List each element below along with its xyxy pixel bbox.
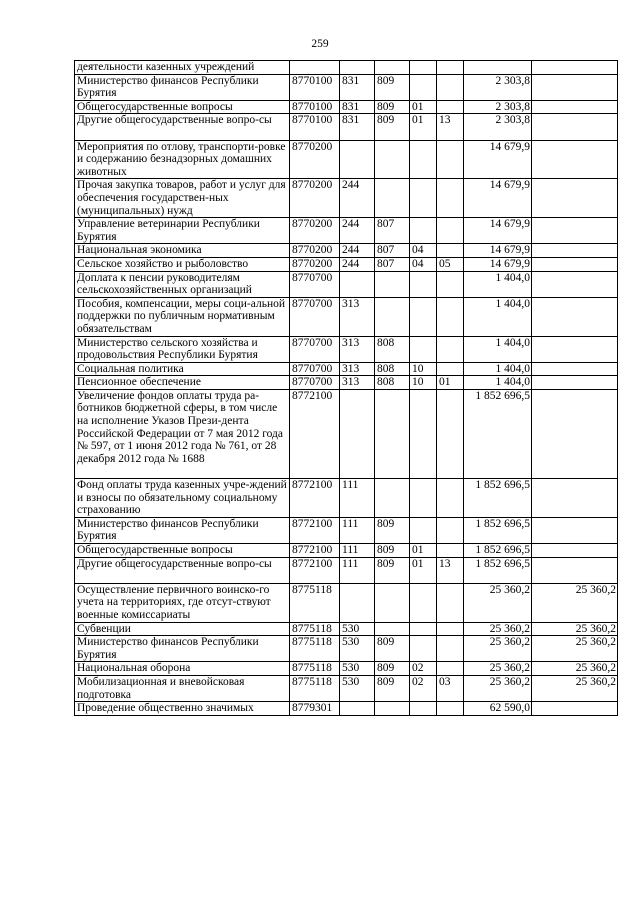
cell-pr [437, 271, 464, 297]
cell-code: 8770700 [290, 362, 340, 376]
cell-gr [375, 583, 410, 622]
cell-gr [375, 297, 410, 336]
cell-name: Национальная экономика [75, 244, 290, 258]
cell-pr [437, 362, 464, 376]
cell-pr [437, 244, 464, 258]
cell-vr [340, 702, 375, 716]
cell-sum: 14 679,9 [464, 218, 532, 244]
cell-sum: 14 679,9 [464, 140, 532, 179]
cell-code: 8770200 [290, 244, 340, 258]
cell-rz [410, 389, 437, 478]
cell-code: 8772100 [290, 517, 340, 543]
cell-rz: 10 [410, 376, 437, 390]
cell-pr [437, 179, 464, 218]
cell-fed [532, 389, 618, 478]
cell-name: Министерство сельского хозяйства и продовольствия Республики Бурятия [75, 336, 290, 362]
cell-code: 8770200 [290, 218, 340, 244]
cell-sum: 1 852 696,5 [464, 517, 532, 543]
cell-fed [532, 362, 618, 376]
cell-sum: 2 303,8 [464, 100, 532, 114]
cell-rz [410, 636, 437, 662]
cell-name: Национальная оборона [75, 662, 290, 676]
cell-sum: 25 360,2 [464, 676, 532, 702]
cell-vr: 244 [340, 179, 375, 218]
cell-name: Общегосударственные вопросы [75, 100, 290, 114]
cell-rz: 04 [410, 257, 437, 271]
cell-pr [437, 218, 464, 244]
table-row [75, 74, 618, 100]
cell-pr [437, 389, 464, 478]
cell-name: Сельское хозяйство и рыболовство [75, 257, 290, 271]
cell-fed [532, 376, 618, 390]
cell-code [290, 61, 340, 75]
table-row [75, 662, 618, 676]
cell-name: Проведение общественно значимых [75, 702, 290, 716]
cell-sum: 25 360,2 [464, 662, 532, 676]
cell-pr [437, 74, 464, 100]
budget-table-body [75, 61, 618, 716]
table-row [75, 100, 618, 114]
cell-pr [437, 517, 464, 543]
cell-name: Социальная политика [75, 362, 290, 376]
table-row [75, 179, 618, 218]
cell-fed: 25 360,2 [532, 662, 618, 676]
cell-name: Пенсионное обеспечение [75, 376, 290, 390]
table-row [75, 114, 618, 140]
cell-sum: 14 679,9 [464, 179, 532, 218]
cell-pr [437, 336, 464, 362]
cell-gr: 809 [375, 636, 410, 662]
table-row [75, 636, 618, 662]
budget-table [74, 60, 618, 716]
cell-vr: 313 [340, 362, 375, 376]
table-row [75, 376, 618, 390]
cell-vr: 831 [340, 74, 375, 100]
cell-name: Осуществление первичного воинско-го учета на территориях, где отсут-ствуют военные комиссариаты [75, 583, 290, 622]
cell-gr [375, 702, 410, 716]
cell-sum: 1 852 696,5 [464, 389, 532, 478]
cell-pr [437, 61, 464, 75]
cell-code: 8770700 [290, 376, 340, 390]
cell-rz: 01 [410, 557, 437, 583]
cell-gr [375, 179, 410, 218]
cell-code: 8779301 [290, 702, 340, 716]
cell-pr: 13 [437, 114, 464, 140]
cell-name: Субвенции [75, 622, 290, 636]
cell-gr: 809 [375, 662, 410, 676]
cell-fed [532, 271, 618, 297]
cell-gr: 808 [375, 362, 410, 376]
cell-pr: 01 [437, 376, 464, 390]
cell-fed [532, 114, 618, 140]
cell-gr [375, 140, 410, 179]
cell-vr [340, 271, 375, 297]
cell-name: Министерство финансов Республики Бурятия [75, 517, 290, 543]
cell-gr [375, 479, 410, 518]
cell-rz: 01 [410, 114, 437, 140]
cell-sum: 2 303,8 [464, 114, 532, 140]
table-row [75, 297, 618, 336]
cell-fed [532, 544, 618, 558]
cell-name: Увеличение фондов оплаты труда ра-ботников бюджетной сферы, в том числе на исполнение Указов Прези-дента Российской Федерации от 7 мая 2012 года № 597, от 1 июня 2012 года № 761, от 28 декабря 2012 года № 1688 [75, 389, 290, 478]
cell-rz [410, 517, 437, 543]
cell-name: Прочая закупка товаров, работ и услуг для обеспечения государствен-ных (муниципальных) нужд [75, 179, 290, 218]
cell-vr: 831 [340, 100, 375, 114]
cell-vr: 313 [340, 376, 375, 390]
table-row [75, 544, 618, 558]
cell-sum: 1 404,0 [464, 271, 532, 297]
cell-fed [532, 557, 618, 583]
cell-name: Министерство финансов Республики Бурятия [75, 74, 290, 100]
cell-fed [532, 100, 618, 114]
cell-pr [437, 636, 464, 662]
cell-pr [437, 583, 464, 622]
table-row [75, 557, 618, 583]
cell-gr [375, 61, 410, 75]
cell-name: Фонд оплаты труда казенных учре-ждений и взносы по обязательному социальному страхованию [75, 479, 290, 518]
cell-rz [410, 583, 437, 622]
cell-code: 8770200 [290, 140, 340, 179]
table-row [75, 583, 618, 622]
cell-vr: 244 [340, 244, 375, 258]
cell-name: Управление ветеринарии Республики Бурятия [75, 218, 290, 244]
page-number: 259 [311, 38, 329, 50]
table-row [75, 479, 618, 518]
cell-name: Другие общегосударственные вопро-сы [75, 557, 290, 583]
cell-gr: 807 [375, 244, 410, 258]
cell-fed [532, 336, 618, 362]
cell-pr [437, 479, 464, 518]
cell-code: 8770200 [290, 257, 340, 271]
cell-pr: 13 [437, 557, 464, 583]
cell-code: 8770100 [290, 114, 340, 140]
table-row [75, 218, 618, 244]
cell-rz [410, 140, 437, 179]
table-row [75, 271, 618, 297]
cell-sum: 25 360,2 [464, 622, 532, 636]
cell-rz: 02 [410, 676, 437, 702]
cell-name: Другие общегосударственные вопро-сы [75, 114, 290, 140]
cell-gr: 809 [375, 544, 410, 558]
cell-fed [532, 218, 618, 244]
cell-code: 8775118 [290, 583, 340, 622]
cell-vr: 244 [340, 257, 375, 271]
cell-code: 8775118 [290, 676, 340, 702]
table-row [75, 336, 618, 362]
cell-sum: 62 590,0 [464, 702, 532, 716]
cell-pr [437, 544, 464, 558]
cell-vr: 111 [340, 517, 375, 543]
cell-sum: 25 360,2 [464, 636, 532, 662]
cell-vr: 111 [340, 479, 375, 518]
table-row [75, 362, 618, 376]
cell-gr: 808 [375, 376, 410, 390]
cell-fed [532, 702, 618, 716]
cell-gr: 809 [375, 114, 410, 140]
cell-gr: 809 [375, 74, 410, 100]
table-row [75, 257, 618, 271]
cell-code: 8772100 [290, 544, 340, 558]
cell-pr: 03 [437, 676, 464, 702]
cell-fed [532, 297, 618, 336]
cell-sum: 1 852 696,5 [464, 557, 532, 583]
cell-sum: 2 303,8 [464, 74, 532, 100]
cell-code: 8770700 [290, 297, 340, 336]
cell-gr: 808 [375, 336, 410, 362]
cell-sum [464, 61, 532, 75]
table-row [75, 61, 618, 75]
cell-code: 8775118 [290, 662, 340, 676]
cell-fed [532, 257, 618, 271]
cell-fed [532, 517, 618, 543]
cell-pr [437, 662, 464, 676]
cell-sum: 14 679,9 [464, 257, 532, 271]
cell-name: Пособия, компенсации, меры соци-альной поддержки по публичным нормативным обязательствам [75, 297, 290, 336]
cell-fed [532, 479, 618, 518]
cell-rz: 01 [410, 544, 437, 558]
cell-gr [375, 271, 410, 297]
cell-vr [340, 140, 375, 179]
cell-gr [375, 622, 410, 636]
cell-rz [410, 179, 437, 218]
cell-fed [532, 179, 618, 218]
cell-pr [437, 702, 464, 716]
cell-rz [410, 218, 437, 244]
cell-name: Мероприятия по отлову, транспорти-ровке и содержанию безнадзорных домашних животных [75, 140, 290, 179]
cell-fed [532, 140, 618, 179]
cell-pr [437, 297, 464, 336]
table-row [75, 702, 618, 716]
cell-name: Общегосударственные вопросы [75, 544, 290, 558]
cell-vr: 530 [340, 636, 375, 662]
cell-name: деятельности казенных учреждений [75, 61, 290, 75]
cell-sum: 1 852 696,5 [464, 479, 532, 518]
cell-gr: 807 [375, 257, 410, 271]
cell-fed: 25 360,2 [532, 622, 618, 636]
cell-code: 8772100 [290, 389, 340, 478]
table-row [75, 244, 618, 258]
cell-name: Министерство финансов Республики Бурятия [75, 636, 290, 662]
table-row [75, 622, 618, 636]
cell-vr [340, 389, 375, 478]
cell-sum: 25 360,2 [464, 583, 532, 622]
cell-fed: 25 360,2 [532, 636, 618, 662]
cell-rz: 04 [410, 244, 437, 258]
cell-gr: 809 [375, 557, 410, 583]
cell-rz [410, 702, 437, 716]
cell-vr: 111 [340, 544, 375, 558]
cell-pr [437, 100, 464, 114]
cell-pr: 05 [437, 257, 464, 271]
cell-code: 8770200 [290, 179, 340, 218]
cell-code: 8772100 [290, 479, 340, 518]
cell-vr: 831 [340, 114, 375, 140]
cell-rz: 01 [410, 100, 437, 114]
cell-gr: 809 [375, 676, 410, 702]
cell-rz: 02 [410, 662, 437, 676]
cell-vr [340, 61, 375, 75]
cell-fed [532, 74, 618, 100]
cell-sum: 1 404,0 [464, 297, 532, 336]
table-row [75, 140, 618, 179]
cell-code: 8772100 [290, 557, 340, 583]
cell-vr: 530 [340, 662, 375, 676]
cell-vr: 530 [340, 622, 375, 636]
cell-code: 8770100 [290, 74, 340, 100]
cell-code: 8775118 [290, 622, 340, 636]
cell-fed [532, 61, 618, 75]
cell-sum: 14 679,9 [464, 244, 532, 258]
cell-rz [410, 297, 437, 336]
cell-vr: 313 [340, 297, 375, 336]
cell-name: Доплата к пенсии руководителям сельскохозяйственных организаций [75, 271, 290, 297]
cell-sum: 1 404,0 [464, 336, 532, 362]
cell-gr: 809 [375, 517, 410, 543]
cell-rz [410, 74, 437, 100]
table-row [75, 517, 618, 543]
cell-code: 8770700 [290, 271, 340, 297]
cell-sum: 1 404,0 [464, 376, 532, 390]
cell-rz [410, 271, 437, 297]
cell-pr [437, 622, 464, 636]
cell-code: 8775118 [290, 636, 340, 662]
cell-vr: 313 [340, 336, 375, 362]
cell-code: 8770700 [290, 336, 340, 362]
cell-fed: 25 360,2 [532, 676, 618, 702]
cell-pr [437, 140, 464, 179]
table-row [75, 389, 618, 478]
cell-name: Мобилизационная и вневойсковая подготовка [75, 676, 290, 702]
cell-rz [410, 622, 437, 636]
table-row [75, 676, 618, 702]
cell-rz [410, 479, 437, 518]
cell-rz: 10 [410, 362, 437, 376]
cell-fed: 25 360,2 [532, 583, 618, 622]
cell-gr: 809 [375, 100, 410, 114]
cell-rz [410, 61, 437, 75]
cell-vr: 530 [340, 676, 375, 702]
cell-gr [375, 389, 410, 478]
cell-sum: 1 404,0 [464, 362, 532, 376]
cell-vr: 111 [340, 557, 375, 583]
cell-sum: 1 852 696,5 [464, 544, 532, 558]
cell-fed [532, 244, 618, 258]
cell-vr [340, 583, 375, 622]
cell-gr: 807 [375, 218, 410, 244]
cell-code: 8770100 [290, 100, 340, 114]
cell-vr: 244 [340, 218, 375, 244]
cell-rz [410, 336, 437, 362]
